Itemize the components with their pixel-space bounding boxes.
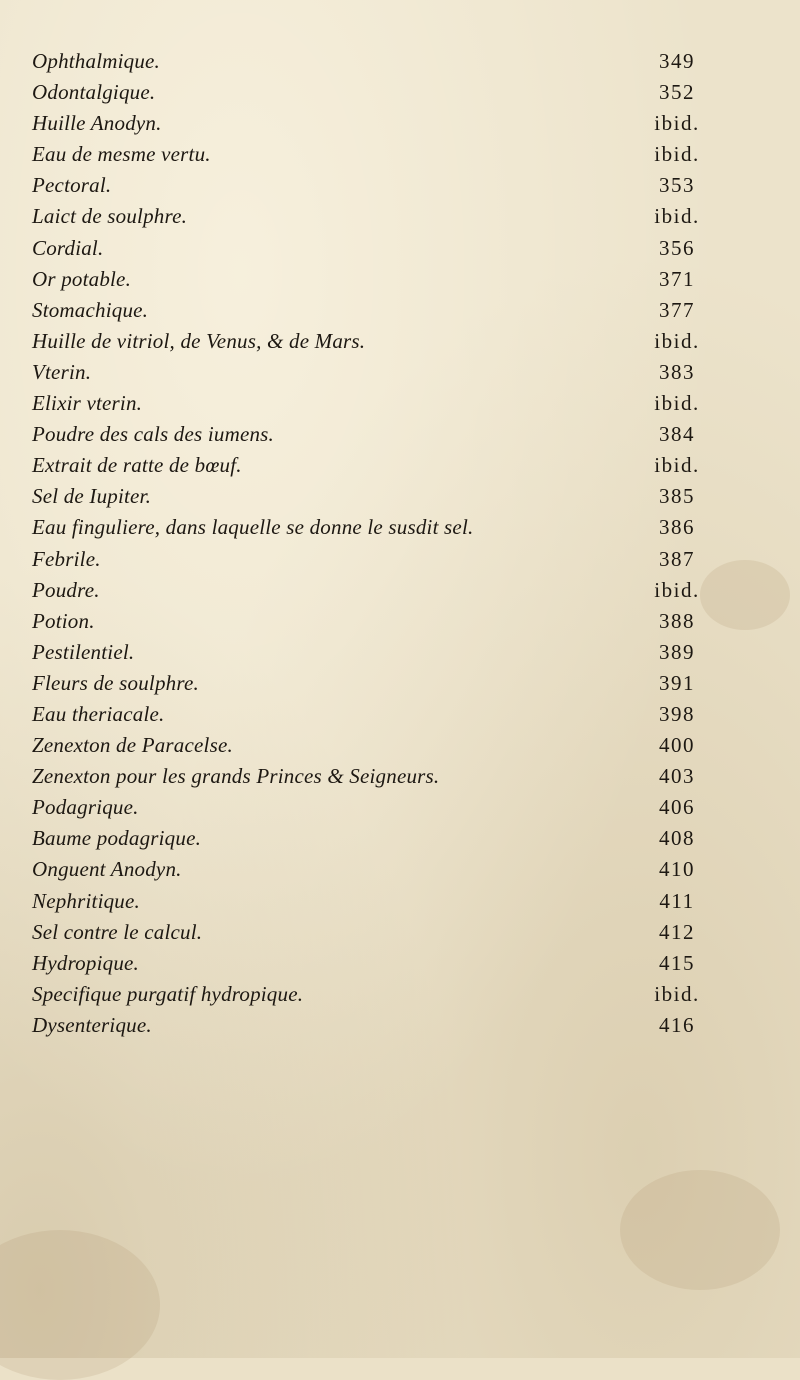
page-number: 353 — [659, 173, 695, 198]
entry-title: Zenexton de Paracelse. — [32, 733, 233, 758]
entry-title: Baume podagrique. — [32, 826, 202, 851]
list-item — [32, 108, 722, 139]
list-item — [32, 979, 722, 1010]
list-item — [32, 357, 722, 388]
entry-title: Poudre des cals des iumens. — [32, 422, 274, 447]
page-number: 403 — [659, 764, 695, 789]
page-number: ibid. — [654, 981, 700, 1006]
list-item — [32, 917, 722, 948]
entry-title: Fleurs de soulphre. — [32, 670, 199, 695]
entry-title: Potion. — [32, 608, 95, 633]
list-item — [32, 450, 722, 481]
page-number: 406 — [659, 795, 695, 820]
page-number: 391 — [659, 670, 695, 695]
entry-title: Zenexton pour les grands Princes & Seigneurs. — [32, 764, 440, 789]
list-item — [32, 481, 722, 512]
index-list — [32, 46, 722, 1041]
entry-title: Sel contre le calcul. — [32, 919, 203, 944]
page-number: 352 — [659, 80, 695, 105]
entry-title: Febrile. — [32, 546, 101, 571]
entry-title: Huille Anodyn. — [32, 111, 162, 136]
entry-title: Sel de Iupiter. — [32, 484, 152, 509]
page-number: 400 — [659, 733, 695, 758]
page-number: 411 — [659, 888, 695, 913]
list-item — [32, 201, 722, 232]
page-number: 385 — [659, 484, 695, 509]
list-item — [32, 699, 722, 730]
entry-title: Vterin. — [32, 359, 92, 384]
page-number: 416 — [659, 1012, 695, 1037]
entry-title: Pestilentiel. — [32, 639, 135, 664]
page-number: ibid. — [654, 453, 700, 478]
entry-title: Podagrique. — [32, 795, 139, 820]
list-item — [32, 1010, 722, 1041]
list-item — [32, 948, 722, 979]
list-item — [32, 823, 722, 854]
page-number: 387 — [659, 546, 695, 571]
list-item — [32, 792, 722, 823]
list-item — [32, 264, 722, 295]
entry-title: Elixir vterin. — [32, 391, 143, 416]
entry-title: Cordial. — [32, 235, 104, 260]
entry-title: Onguent Anodyn. — [32, 857, 182, 882]
page-number: 383 — [659, 359, 695, 384]
list-item — [32, 77, 722, 108]
list-item — [32, 886, 722, 917]
entry-title: Extrait de ratte de bœuf. — [32, 453, 242, 478]
list-item — [32, 761, 722, 792]
page-number: 356 — [659, 235, 695, 260]
list-item — [32, 295, 722, 326]
page-number: 388 — [659, 608, 695, 633]
page-number: ibid. — [654, 142, 700, 167]
list-item — [32, 575, 722, 606]
list-item — [32, 139, 722, 170]
list-item — [32, 512, 722, 543]
page-number: 384 — [659, 422, 695, 447]
entry-title: Or potable. — [32, 266, 132, 291]
paper-stain — [620, 1170, 780, 1290]
list-item — [32, 326, 722, 357]
list-item — [32, 388, 722, 419]
entry-title: Nephritique. — [32, 888, 140, 913]
page-number: ibid. — [654, 204, 700, 229]
entry-title: Odontalgique. — [32, 80, 156, 105]
list-item — [32, 419, 722, 450]
page-number: 377 — [659, 297, 695, 322]
list-item — [32, 46, 722, 77]
entry-title: Stomachique. — [32, 297, 149, 322]
entry-title: Eau de mesme vertu. — [32, 142, 211, 167]
entry-title: Poudre. — [32, 577, 100, 602]
page-number: ibid. — [654, 328, 700, 353]
entry-title: Hydropique. — [32, 950, 139, 975]
page-number: 412 — [659, 919, 695, 944]
page-number: 349 — [659, 49, 695, 73]
entry-title: Huille de vitriol, de Venus, & de Mars. — [32, 328, 366, 353]
entry-title: Eau theriacale. — [32, 701, 165, 726]
page-number: 415 — [659, 950, 695, 975]
page-number: 398 — [659, 701, 695, 726]
page-number: 371 — [659, 266, 695, 291]
page-number: 389 — [659, 639, 695, 664]
list-item — [32, 668, 722, 699]
list-item — [32, 854, 722, 885]
list-item — [32, 637, 722, 668]
page-number: ibid. — [654, 111, 700, 136]
list-item — [32, 233, 722, 264]
list-item — [32, 544, 722, 575]
page-number: 408 — [659, 826, 695, 851]
entry-title: Eau finguliere, dans laquelle se donne le susdit sel. — [32, 515, 474, 540]
page-number: 410 — [659, 857, 695, 882]
list-item — [32, 730, 722, 761]
list-item — [32, 170, 722, 201]
entry-title: Specifique purgatif hydropique. — [32, 981, 304, 1006]
entry-title: Laict de soulphre. — [32, 204, 188, 229]
page-number: ibid. — [654, 391, 700, 416]
entry-title: Pectoral. — [32, 173, 112, 198]
entry-title: Ophthalmique. — [32, 49, 161, 73]
list-item — [32, 606, 722, 637]
page-number: 386 — [659, 515, 695, 540]
entry-title: Dysenterique. — [32, 1012, 152, 1037]
page-number: ibid. — [654, 577, 700, 602]
